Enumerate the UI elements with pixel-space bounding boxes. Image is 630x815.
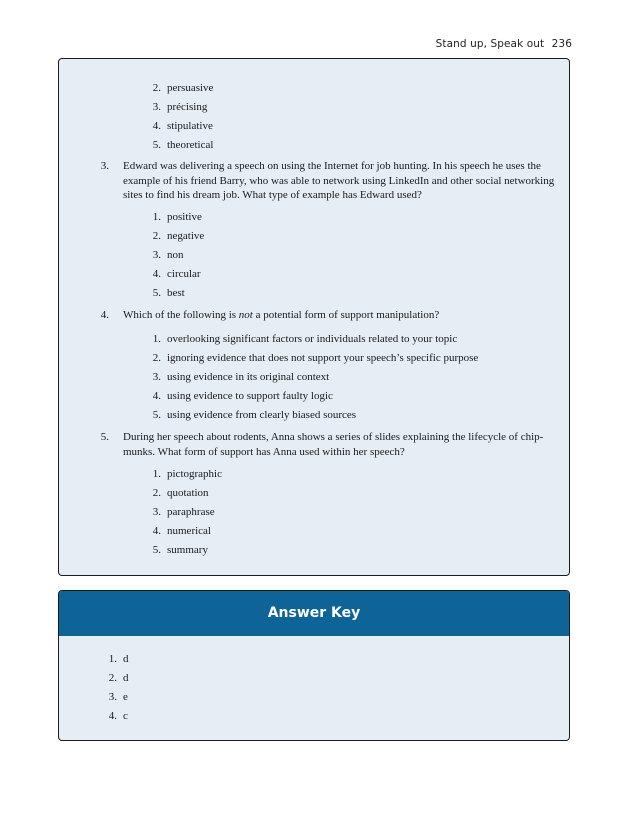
answer-key-title: Answer Key: [58, 590, 570, 636]
question-4: 4. Which of the following is not a potential form of support manipulation?: [93, 308, 563, 323]
exercises-box: 2. persuasive 3. précising 4. stipulative 5. theoretical 3. Edward was delivering a speech on using the Internet for job hunting. In his speech he uses the example of his friend Barry, who was able to network using LinkedIn and other social networking sites to find his dream job. What type of example has Edward used? 1. positive 2. negative 3. non 4. circular 5. best 4. Which of the following is not a potential form of support manipulation? 1. overlooking significant factors or individuals related to your topic 2. ignoring evidence that does not support your speech’s specific purpose 3. using evidence in its original context 4. using evidence to support faulty logic 5. using evidence from clearly biased sources 5. During her speech about rodents, Anna shows a series of slides explaining the lifecycle of chip-munks. What form of support has Anna used within her speech? 1. pictographic 2. quotation 3. paraphrase 4. numerical 5. summary: [58, 58, 570, 576]
question-text: During her speech about rodents, Anna shows a series of slides explaining the lifecycle of chip-munks. What form of support has Anna used within her speech?: [123, 431, 544, 458]
question-5: 5. During her speech about rodents, Anna shows a series of slides explaining the lifecycle of chip-munks. What form of support has Anna used within her speech?: [93, 430, 563, 459]
question-text: Which of the following is not a potential form of support manipulation?: [123, 309, 440, 321]
book-title: Stand up, Speak out: [435, 38, 545, 50]
question-3: 3. Edward was delivering a speech on using the Internet for job hunting. In his speech he uses the example of his friend Barry, who was able to network using LinkedIn and other social networking sites to find his dream job. What type of example has Edward used?: [93, 159, 563, 203]
answer-key-box: Answer Key 1. d 2. d 3. e 4. c: [58, 590, 570, 741]
page-number: 236: [551, 38, 572, 50]
question-text: Edward was delivering a speech on using the Internet for job hunting. In his speech he uses the example of his friend Barry, who was able to network using LinkedIn and other social networking sites to find his dream job. What type of example has Edward used?: [123, 160, 555, 201]
running-header: [436, 38, 572, 50]
